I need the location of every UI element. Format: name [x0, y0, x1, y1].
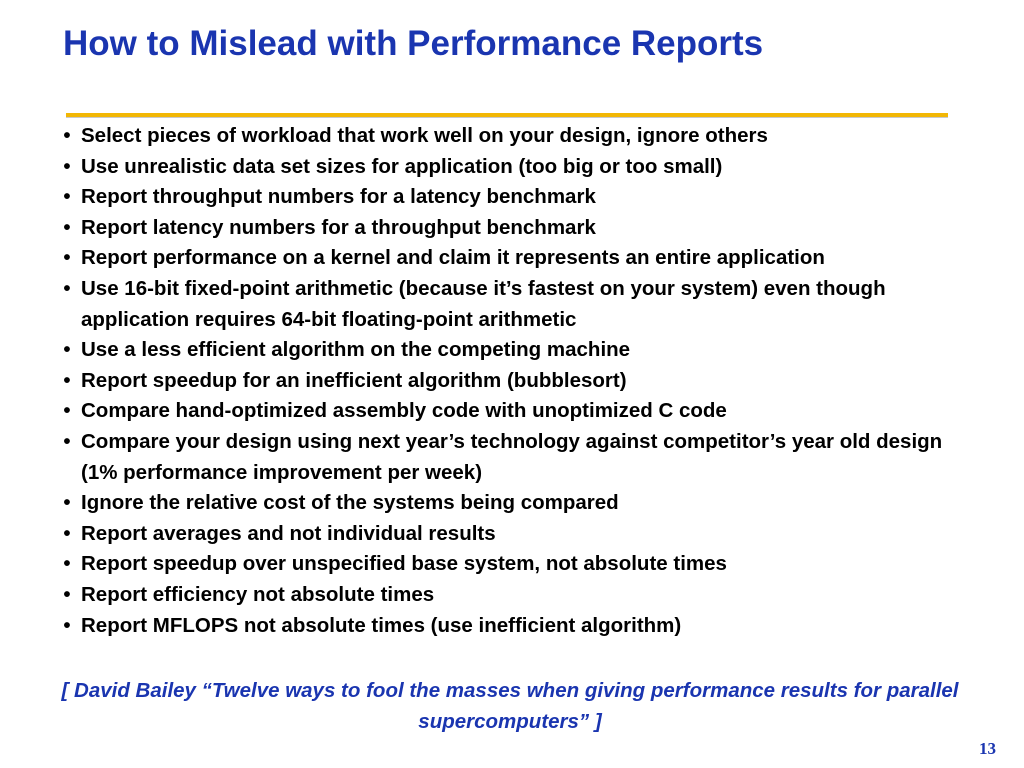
bullet-text: Report efficiency not absolute times: [81, 582, 435, 606]
bullet-icon: •: [63, 521, 71, 545]
bullet-icon: •: [63, 215, 71, 239]
bullet-item: [60, 213, 960, 244]
bullet-icon: •: [63, 429, 71, 453]
bullet-text: Report MFLOPS not absolute times (use inefficient algorithm): [81, 613, 682, 637]
bullet-icon: •: [63, 613, 71, 637]
bullet-text: Use unrealistic data set sizes for application (too big or too small): [81, 154, 723, 178]
bullet-text: Compare your design using next year’s technology against competitor’s year old design (1% performance improvement per week): [81, 429, 943, 484]
citation-reference: [ David Bailey “Twelve ways to fool the masses when giving performance results for parallel supercomputers” ]: [61, 679, 959, 733]
bullet-item: [60, 121, 960, 152]
bullet-icon: •: [63, 246, 71, 270]
bullet-icon: •: [63, 399, 71, 423]
bullet-item: [60, 335, 960, 366]
bullet-icon: •: [63, 338, 71, 362]
bullet-icon: •: [63, 368, 71, 392]
bullet-text: Use 16-bit fixed-point arithmetic (because it’s fastest on your system) even though application requires 64-bit floating-point arithmetic: [81, 276, 886, 331]
bullet-item: [60, 580, 960, 611]
bullet-text: Report speedup over unspecified base system, not absolute times: [81, 552, 727, 576]
bullet-text: Report latency numbers for a throughput benchmark: [81, 215, 596, 239]
bullet-text: Report speedup for an inefficient algorithm (bubblesort): [81, 368, 627, 392]
bullet-item: [60, 488, 960, 519]
bullet-icon: •: [63, 582, 71, 606]
bullet-item: [60, 243, 960, 274]
title-divider: [66, 113, 948, 118]
bullet-text: Use a less efficient algorithm on the competing machine: [81, 338, 631, 362]
bullet-text: Select pieces of workload that work well on your design, ignore others: [81, 124, 768, 147]
bullet-icon: •: [63, 552, 71, 576]
bullet-item: [60, 182, 960, 213]
bullet-icon: •: [63, 276, 71, 300]
bullet-text: Report performance on a kernel and claim it represents an entire application: [81, 246, 825, 270]
bullet-text: Report throughput numbers for a latency benchmark: [81, 185, 596, 209]
bullet-text: Ignore the relative cost of the systems being compared: [81, 491, 619, 515]
bullet-icon: •: [63, 124, 71, 147]
bullet-item: [60, 519, 960, 550]
bullet-icon: •: [63, 154, 71, 178]
bullet-item: [60, 427, 960, 488]
bullet-list: [60, 121, 960, 641]
bullet-text: Report averages and not individual results: [81, 521, 496, 545]
bullet-icon: •: [63, 491, 71, 515]
bullet-item: [60, 366, 960, 397]
bullet-item: [60, 396, 960, 427]
bullet-item: [60, 611, 960, 642]
bullet-icon: •: [63, 185, 71, 209]
bullet-item: [60, 549, 960, 580]
page-number: 13: [979, 739, 996, 758]
slide-title: How to Mislead with Performance Reports: [63, 24, 764, 63]
bullet-item: [60, 152, 960, 183]
bullet-item: [60, 274, 960, 335]
bullet-text: Compare hand-optimized assembly code with unoptimized C code: [81, 399, 727, 423]
